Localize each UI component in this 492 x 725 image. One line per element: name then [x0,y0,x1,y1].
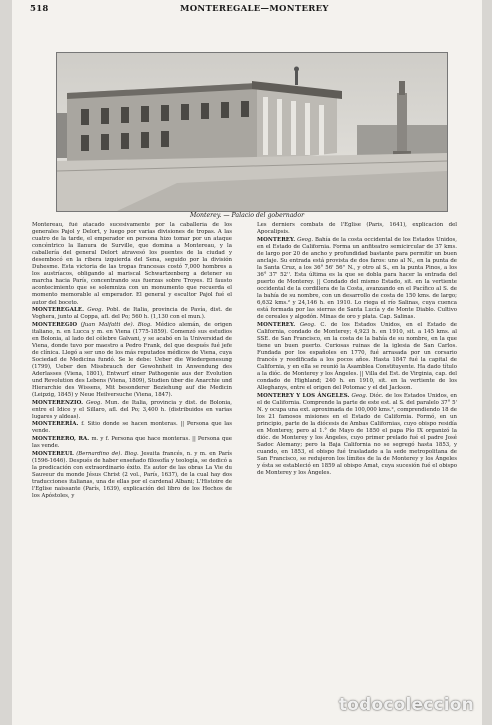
entry-label: Geog. [297,236,314,243]
running-title: MONTEREGALE—MONTEREY [180,4,329,14]
entry-headword: MONTERERÍA. [32,421,79,428]
left-text-column [32,222,232,692]
entry-text: Mun. de Italia, provincia y dist. de Bolonia, entre el Idice y el Sillaro, afl. del Po; 3,400 h. (distribuidos en varias lugares y aldeas). [32,399,232,420]
entry-headword: MONTERERO, RA. [32,435,90,442]
entry-text: Médico alemán, de origen italiano, n. en Lucca y m. en Viena (1775-1859). Comenzó sus estudios en Bolonia, al lado del célebre Galvani, y se acabó en la Universidad de Viena, donde tuvo por maestro a Pedro Frank, del que después fué jefe de clínica. Llegó a ser uno de los más reputados médicos de Viena, cuya Sociedad de Medicina fundó. Se le debe: Ueber die Wiedergenesung (1799), Ueber den Missbrauch der Gewohnheit in Anwendung des Aderlasses (Viena, 1801), Entwurf einer Pathogenie aus der Evolution und Revolution des Lebens (Viena, 1809), Studien über die Anarchie und Hierarchie des Wissens, Mit besonderer Beziehung auf die Medicin (Leipzig, 1845) y Neue Heilversuche (Viena, 1847). [32,321,232,399]
entry-text: m. y f. Persona que hace monteras. || Persona que las vende. [32,435,232,449]
entry-label: Geog. [351,392,368,399]
entry-headword: MONTEREY. [257,236,296,243]
governor-palace-photo [56,52,448,212]
dictionary-entry [32,400,232,421]
dictionary-entry [32,222,232,307]
dictionary-entry [32,436,232,450]
figure-caption: Monterey. — Palacio del gobernador [189,212,305,219]
dictionary-entry [257,237,457,322]
running-head [30,2,464,16]
watermark-logo: todocoleccion [338,695,474,715]
dictionary-entry [257,222,457,236]
dictionary-entry [32,307,232,321]
entry-text: f. Sitio donde se hacen monteras. || Persona que las vende. [32,421,232,435]
entry-text: Pobl. de Italia, provincia de Pavía, dist. de Voghera, junto al Coppa, afl. del Po; 560 h. (1,130 con el mun.). [32,307,232,321]
entry-text: Dióc. de los Estados Unidos, en el de California. Comprende la parte de este est. al S. del paralelo 37° 5' N. y ocupa una ext. aproximada de 100,000 kms.², comprendiendo 18 de los 21 famosos misiones en el Estado de California. Formó, en un principio, parte de la diócesis de Ambas Californias, cuyo obispo residía en Monterey, pero al 1.° de Mayo de 1850 el papa Pío IX organizó la dióc. de Monterey y los Ángeles, cuyo primer prelado fué el padre José Sadoc Alemany; pero la Baja California no se segregó hasta 1853, y cuando, en 1853, el obispo fué trasladado a la sede metropolitana de San Francisco, se redujeron los límites de la de Monterey y los Ángeles y ésta se estableció en 1859 al obispo Amat, cuya sucesión fué el obispo de Monterey y los Ángeles. [257,392,457,477]
entry-headword: MONTERENZIO. [32,399,84,406]
entry-headword: MONTEREY Y LOS ÁNGELES. [257,392,350,399]
entry-label: Geog. [86,399,103,406]
page-number: 518 [30,4,49,14]
entry-text: Bahía de la costa occidental de los Estados Unidos, en el Estado de California. Forma un anfiteatro semicircular de 37 kms. de largo por 20 de ancho y profundidad bastante para permitir un buen anclaje. Su entrada está provista de dos faros: uno al N., en la punta de la Santa Cruz, a los 36° 56' 56'' N., y otro al S., en la punta Pinos, a los 36° 37' 52''. Esta última es la que se dobla para hacer la entrada del puerto de Monterey. || Condado del mismo Estado, sit. en la vertiente occidental de la cordillera de la Costa, avanzando en el Pacífico al S. de la bahía de su nombre, con un desarrollo de costa de 150 kms. de largo; 6,632 kms.² y 24,146 h. en 1910. Lo riega el río Salinas, cuya cuenca está formada por las sierras de Santa Lucía y de Monte Diablo. Cultivo de cereales y algodón. Minas de oro y plata. Cap. Salinas. [257,236,457,321]
dictionary-entry [257,393,457,478]
entry-label: (Juan Malfatti de). Biog. [80,321,152,328]
entry-label: (Bernardino de). Biog. [76,450,139,457]
dictionary-entry [32,421,232,435]
dictionary-entry [32,451,232,500]
entry-headword: MONTEREY. [257,321,296,328]
dictionary-entry [257,322,457,392]
entry-label: Geog. [87,307,104,314]
dictionary-entry [32,322,232,400]
page-sheet [12,0,482,725]
entry-text: Montereau, fué atacado sucesivamente por la caballería de los generales Pajol y Delort, y luego por varias divisiones de tropas. A las cuatro de la tarde, el emperador en persona hizo tomar por un ataque concéntrico la llanura de Surville, que domina a Montereau, y la caballería del general Delort atravesó los puentes de la ciudad y desembocó en la ribera izquierda del Sena, seguido por la división Duhesme. Esta victoria de las tropas francesas costó 7,000 hombres a los austríacos, obligando al mariscal Schwartzenberg a detener su marcha hacia París, concentrando sus fuerzas sobre Troyes. El fausto acontecimiento que se solemniza con un monumento que recuerda el momento memorable al emperador. El general y escultor Pajol fué el autor del boceto. [32,222,232,306]
entry-text: Jesuita francés, n. y m. en París (1596-1646). Después de haber enseñado filosofía y teología, se dedicó a la predicación con extraordinario éxito. Es autor de las obras La Vie du Sauveur du monde Jésus Christ (2 vol., París, 1637), de la cual hay dos traducciones italianas, una de ellas por el cardenal Albani; L'Histoire de l'Eglise naissante (París, 1639), explicación del libro de los Hechos de los Apóstoles, y [32,450,232,499]
entry-headword: MONTEREUL [32,450,74,457]
entry-headword: MONTEREGIO [32,321,78,328]
right-text-column [257,222,457,692]
entry-text: C. de los Estados Unidos, en el Estado de California, condado de Monterey; 4,923 h. en 1910, sit. a 145 kms. al SSE. de San Francisco, en la costa de la bahía de su nombre, en la que tiene un buen puerto. Curiosas ruinas de la iglesia de San Carlos. Fundada por los españoles en 1770, fué arrasada por un corsario francés y reedificada a los pocos años. Hasta 1847 fué la capital de California, y en ella se reunió la Asamblea Constituyente. Ha dado título a la dióc. de Monterey y los Ángeles. || Villa del Est. de Virginia, cap. del condado de Highland; 240 h. en 1910, sit. en la vertiente de los Alleghanys, entre el origen del Potomac y el del Jackson. [257,321,457,392]
entry-text: Les derniers combats de l'Eglise (París, 1641), explicación del Apocalipsis. [257,222,457,236]
entry-headword: MONTEREGALE. [32,307,85,314]
palace-illustration [57,53,447,211]
entry-label: Geog. [299,321,316,328]
